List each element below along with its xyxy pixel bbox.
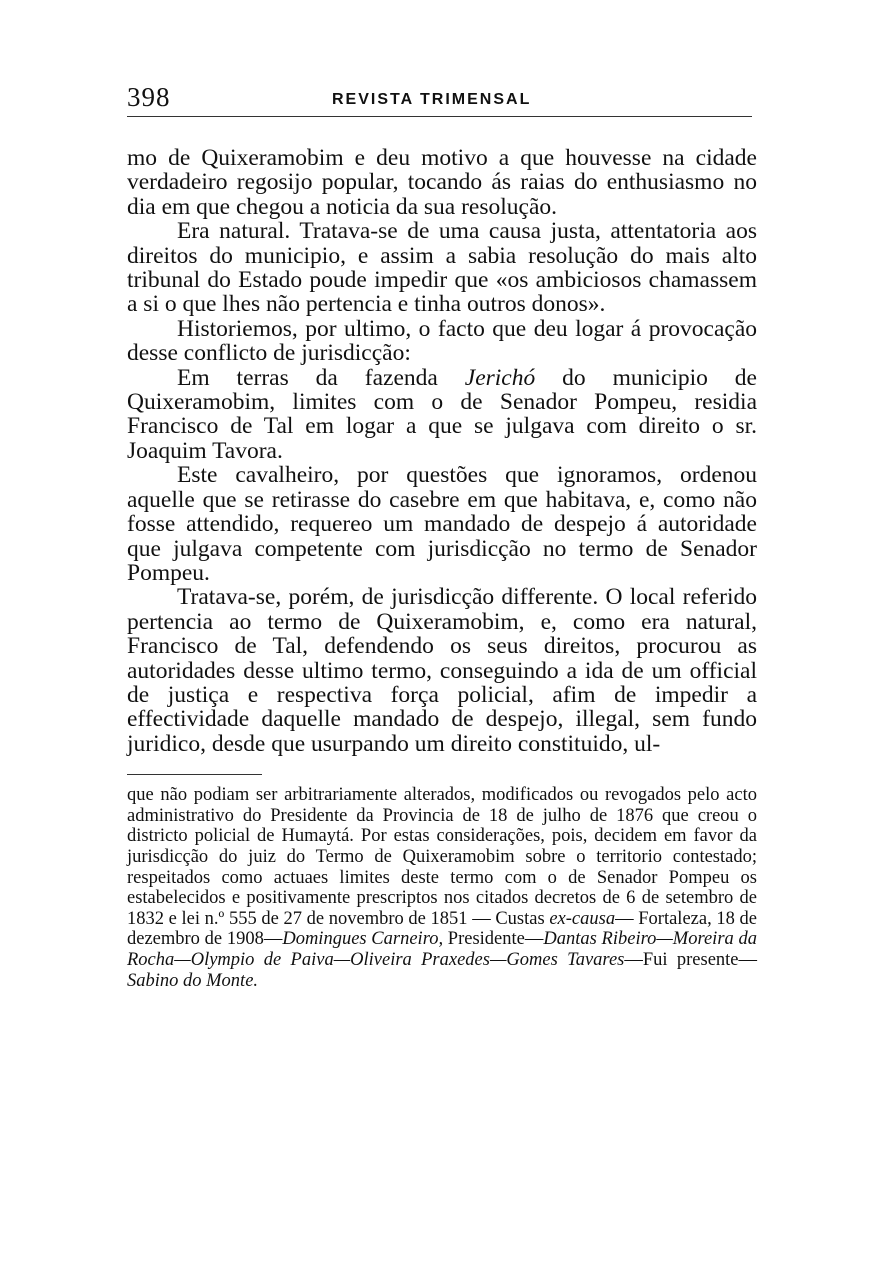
running-header [127,78,757,118]
paragraph-3: Historiemos, por ultimo, o facto que deu logar á provocação desse conflicto de jurisdicção: [127,315,757,367]
paragraph-4-start: Em terras da fazenda [177,364,465,391]
footnote-fui-presente: —Fui presente— [624,949,758,970]
journal-title: REVISTA TRIMENSAL [332,91,532,108]
paragraph-6: Tratava-se, porém, de jurisdicção differente. O local referido pertencia ao termo de Quixeramobim, e, como era natural, Francisco de Tal, defendendo os seus direitos, procurou as autoridades desse ultimo termo, conseguindo a ida de um official de justiça e respectiva força policial, afim de impedir a effectividade daquelle mandado de despejo, illegal, sem fundo juridico, desde que usurpando um direito constituido, ul- [127,584,757,757]
footnote-president-name: Domingues Carneiro, [282,929,444,950]
footnote-prosecutor: Sabino do Monte. [127,970,259,991]
footnote-rule [127,774,262,775]
page-number: 398 [127,82,171,112]
footnote-president-label: Presidente— [443,929,544,950]
footnote [127,785,757,991]
paragraph-2: Era natural. Tratava-se de uma causa justa, attentatoria aos direitos do municipio, e assim a sabia resolução do mais alto tribunal do Estado poude impedir que «os ambiciosos chamassem a si o que lhes não pertencia e tinha outros donos». [127,218,757,318]
footnote-judges: Dantas Ribeiro—Moreira da Rocha—Olympio de Paiva—Oliveira Praxedes—Gomes Tavares [127,929,757,970]
header-rule [127,116,752,117]
paragraph-4-end: do municipio de Quixeramobim, limites com o de Senador Pompeu, residia Francisco de Tal em logar a que se julgava com direito o sr. Joaquim Tavora. [127,364,757,464]
paragraph-5: Este cavalheiro, por questões que ignoramos, ordenou aquelle que se retirasse do casebre em que habitava, e, como não fosse attendido, requereo um mandado de despejo á autoridade que julgava competente com jurisdicção no termo de Senador Pompeu. [127,462,757,586]
document-page [127,78,757,991]
footnote-main: que não podiam ser arbitrariamente alterados, modificados ou revogados pelo acto administrativo do Presidente da Provincia de 18 de julho de 1876 que creou o districto policial de Humaytá. Por estas considerações, pois, decidem em favor da jurisdicção do juiz do Termo de Quixeramobim sobre o territorio contestado; respeitados como actuaes limites deste termo com o de Senador Pompeu os estabelecidos e positivamente prescriptos nos citados decretos de 6 de setembro de 1832 e lei n.º 555 de 27 de novembro de 1851 — Custas [127,785,757,929]
paragraph-1: mo de Quixeramobim e deu motivo a que houvesse na cidade verdadeiro regosijo popular, tocando ás raias do enthusiasmo no dia em que chegou a noticia da sua resolução. [127,145,757,220]
footnote-date: — Fortaleza, 18 de dezembro de 1908— [127,908,757,950]
body-text [127,146,757,756]
farm-name: Jerichó [464,364,536,391]
paragraph-4 [127,366,757,464]
footnote-ex-causa: ex-causa [549,908,616,929]
